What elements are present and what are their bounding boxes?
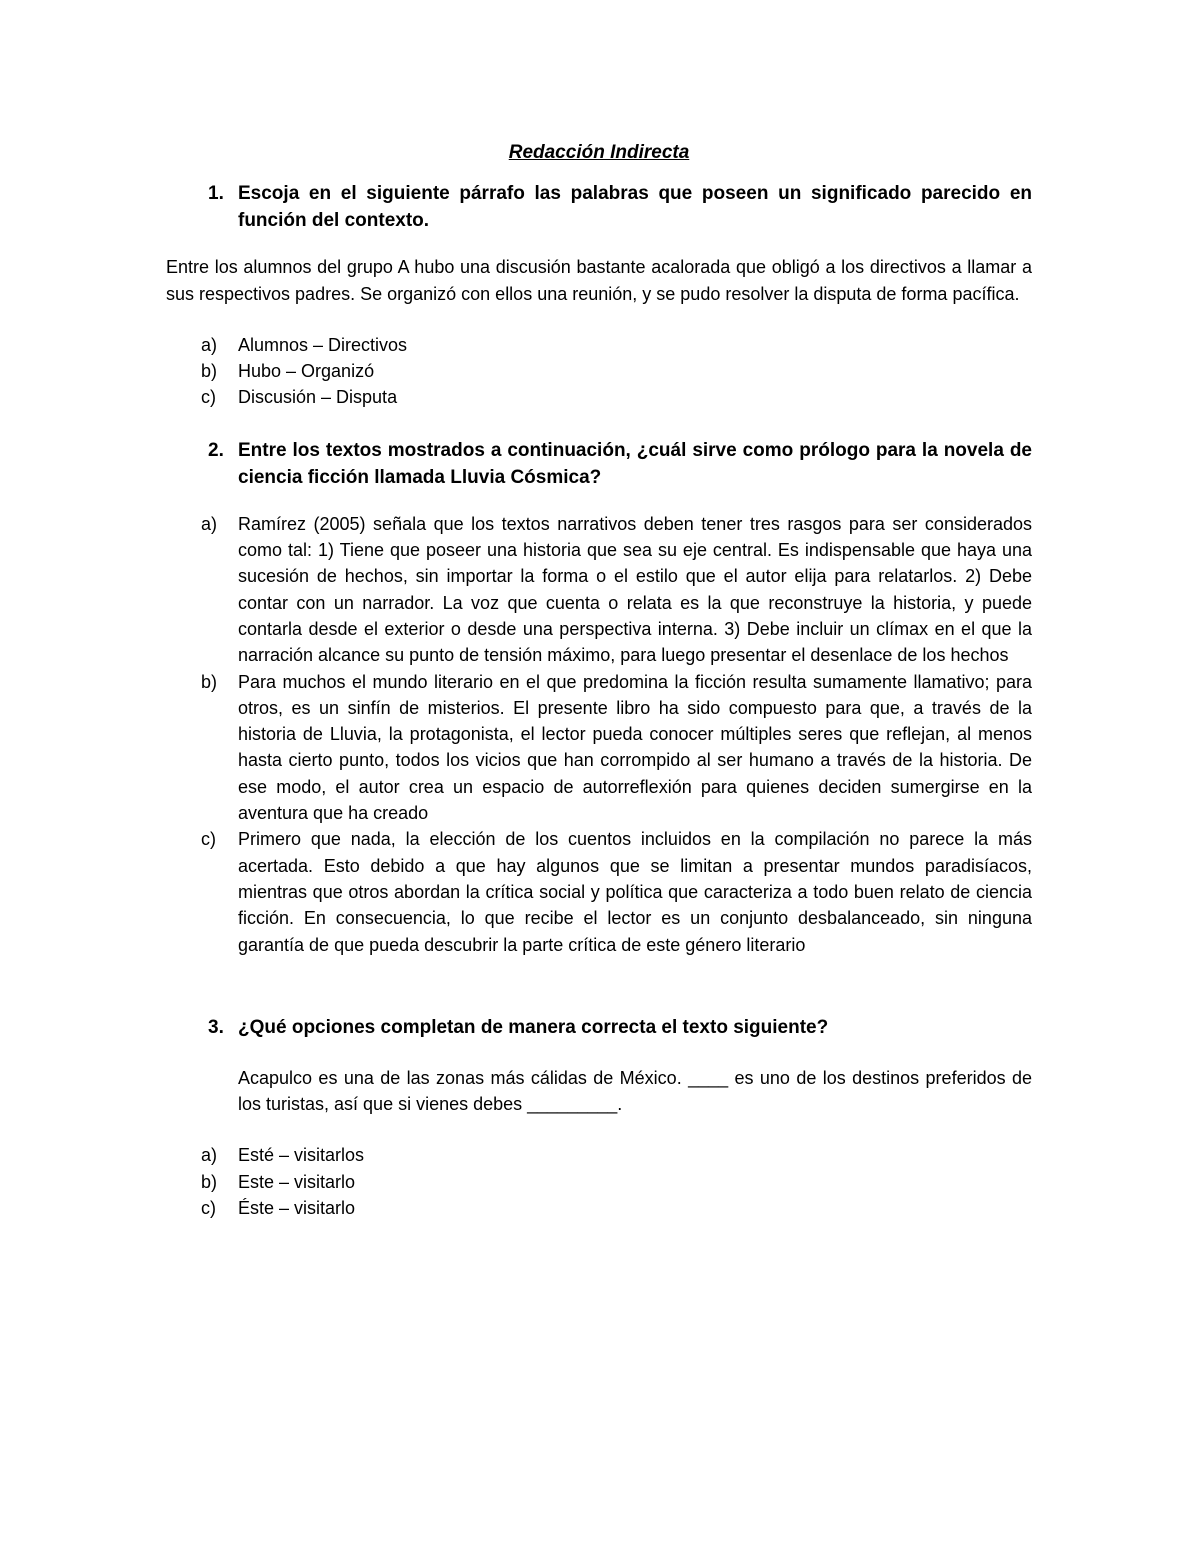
- option-text: Ramírez (2005) señala que los textos narrativos deben tener tres rasgos para ser considerados como tal: 1) Tiene que poseer una historia que sea su eje central. Es indispensable que haya una sucesión de hechos, sin importar la forma o el estilo que el autor elija para relatarlos. 2) Debe contar con un narrador. La voz que cuenta o relata es la que reconstruye la historia, y puede contarla desde el exterior o desde una perspectiva interna. 3) Debe incluir un clímax en el que la narración alcance su punto de tensión máximo, para luego presentar el desenlace de los hechos: [238, 513, 1032, 666]
- question-3: [166, 1014, 1032, 1041]
- option-item: [166, 332, 1032, 358]
- option-letter: b): [201, 671, 218, 692]
- option-text: Hubo – Organizó: [238, 361, 375, 382]
- question-prompt: Escoja en el siguiente párrafo las palabras que poseen un significado parecido en función del contexto.: [238, 183, 1032, 232]
- option-letter: c): [201, 1198, 216, 1219]
- option-item: [166, 511, 1032, 669]
- question-1-options: [166, 332, 1032, 411]
- option-item: [166, 358, 1032, 384]
- question-2-options: [166, 511, 1032, 958]
- question-number: 2.: [208, 439, 224, 461]
- question-number: 3.: [208, 1016, 224, 1038]
- option-item: [166, 384, 1032, 410]
- option-text: Esté – visitarlos: [238, 1145, 365, 1166]
- option-item: [166, 1169, 1032, 1195]
- option-letter: a): [201, 1145, 218, 1166]
- option-letter: b): [201, 361, 218, 382]
- option-letter: b): [201, 1171, 218, 1192]
- question-number: 1.: [208, 183, 224, 205]
- option-item: [166, 826, 1032, 957]
- option-item: [166, 1142, 1032, 1168]
- question-prompt: ¿Qué opciones completan de manera correcta el texto siguiente?: [238, 1016, 829, 1038]
- question-1: [166, 180, 1032, 234]
- option-text: Este – visitarlo: [238, 1171, 356, 1192]
- option-letter: c): [201, 829, 216, 850]
- option-text: Discusión – Disputa: [238, 387, 398, 408]
- option-letter: c): [201, 387, 216, 408]
- document-content: [166, 140, 1032, 1221]
- option-letter: a): [201, 334, 218, 355]
- option-text: Primero que nada, la elección de los cuentos incluidos en la compilación no parece la más acertada. Esto debido a que hay algunos que se limitan a presentar mundos paradisíacos, mientras que otros abordan la crítica social y política que caracteriza a todo buen relato de ciencia ficción. En consecuencia, lo que recibe el lector es un conjunto desbalanceado, sin ninguna garantía de que pueda descubrir la parte crítica de este género literario: [238, 829, 1032, 955]
- question-2: [166, 437, 1032, 491]
- option-text: Para muchos el mundo literario en el que predomina la ficción resulta sumamente llamativo; para otros, es un sinfín de misterios. El presente libro ha sido compuesto para que, a través de la historia de Lluvia, la protagonista, el lector pueda conocer múltiples seres que reflejan, al menos hasta cierto punto, todos los vicios que han corrompido al ser humano a través de la historia. De ese modo, el autor crea un espacio de autorreflexión para quienes deciden sumergirse en la aventura que ha creado: [238, 671, 1032, 824]
- question-prompt: Entre los textos mostrados a continuación, ¿cuál sirve como prólogo para la novela de ciencia ficción llamada Lluvia Cósmica?: [238, 439, 1032, 488]
- option-letter: a): [201, 513, 218, 534]
- option-item: [166, 1195, 1032, 1221]
- option-text: Alumnos – Directivos: [238, 334, 408, 355]
- document-title: Redacción Indirecta: [508, 142, 690, 163]
- question-3-passage: Acapulco es una de las zonas más cálidas de México. ____ es uno de los destinos preferidos de los turistas, así que si vienes debes _________.: [238, 1067, 1032, 1115]
- question-1-passage: Entre los alumnos del grupo A hubo una discusión bastante acalorada que obligó a los directivos a llamar a sus respectivos padres. Se organizó con ellos una reunión, y se pudo resolver la disputa de forma pacífica.: [166, 257, 1032, 304]
- option-text: Éste – visitarlo: [238, 1198, 356, 1219]
- option-item: [166, 669, 1032, 827]
- question-3-options: [166, 1142, 1032, 1221]
